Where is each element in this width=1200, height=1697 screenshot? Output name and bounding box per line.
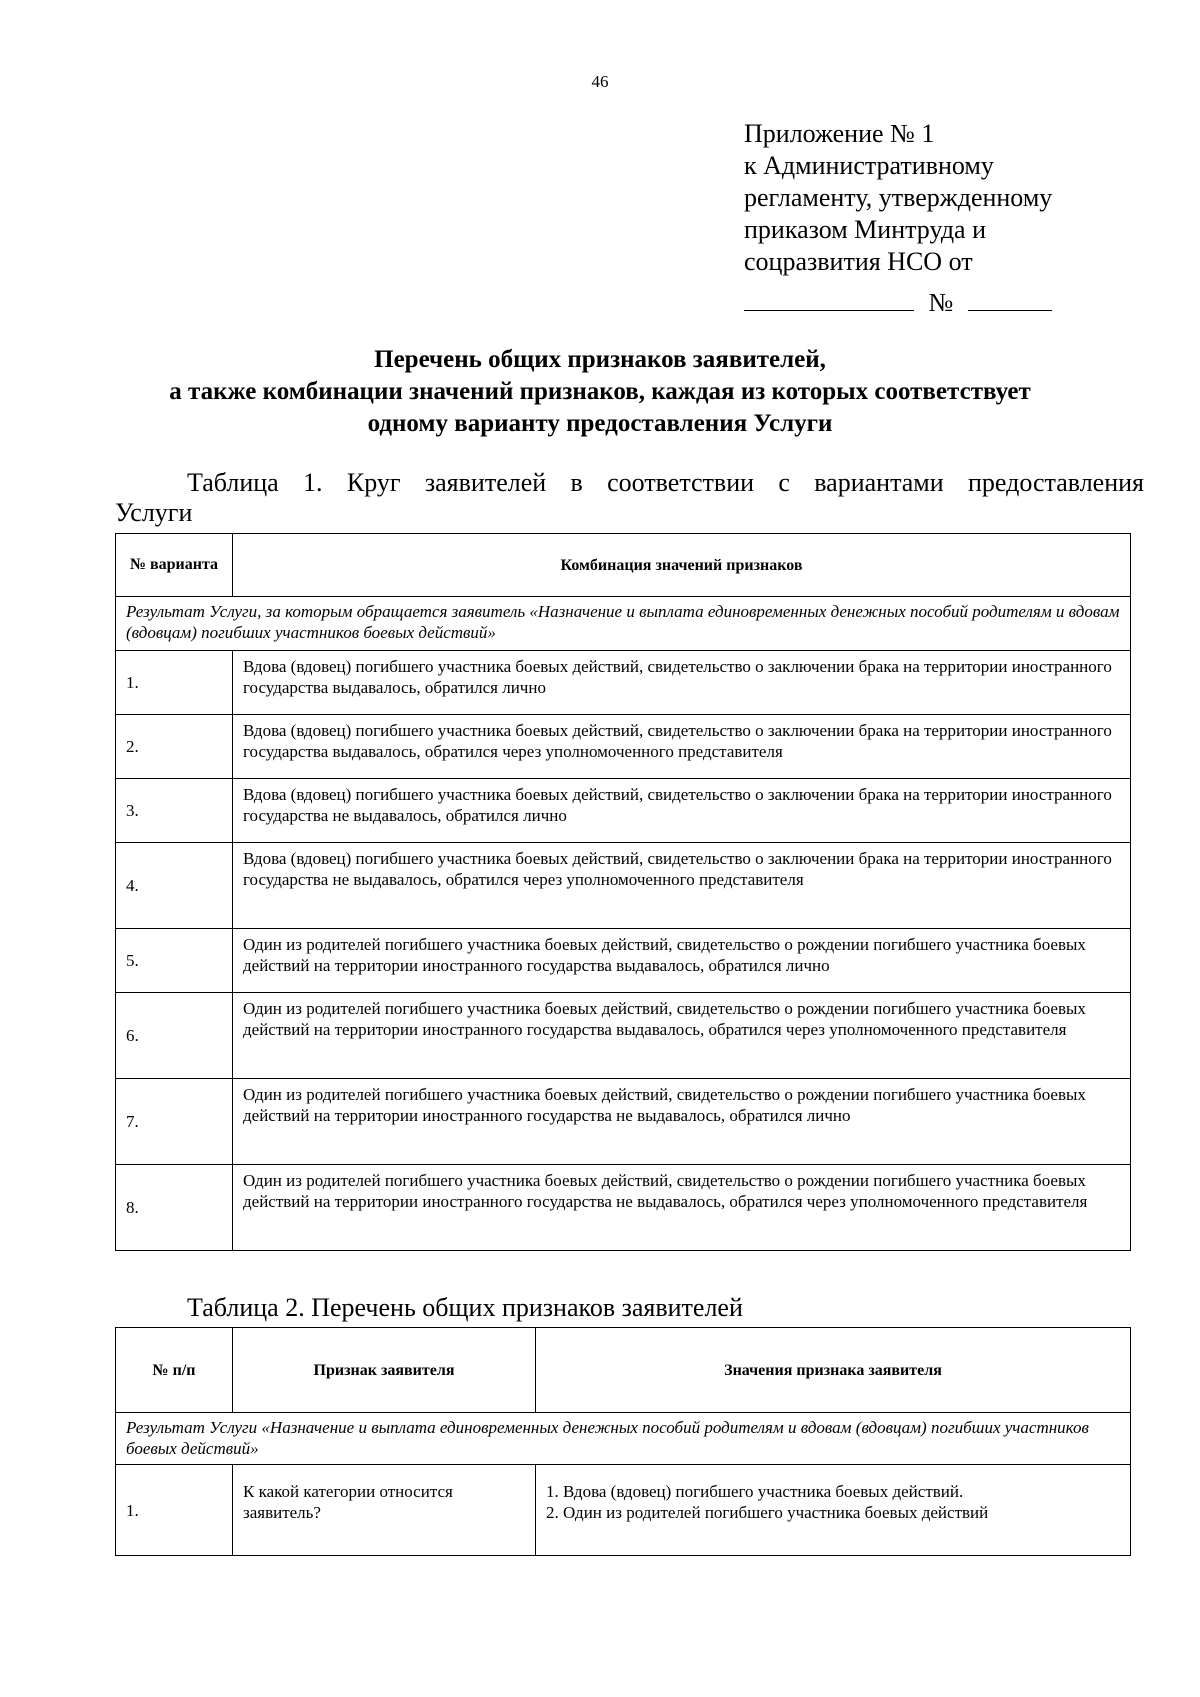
order-number-blank	[968, 284, 1052, 311]
appendix-line: соцразвития НСО от	[744, 247, 973, 276]
table-row	[116, 843, 1131, 929]
variant-combination: Один из родителей погибшего участника боевых действий, свидетельство о рождении погибшего участника боевых действий на территории иностранного государства выдавалось, обратился лично	[233, 929, 1131, 993]
variant-number: 6.	[116, 993, 233, 1079]
title-line: одному варианту предоставления Услуги	[367, 410, 833, 437]
attribute-value: 1. Вдова (вдовец) погибшего участника боевых действий.	[546, 1482, 964, 1501]
variant-number: 7.	[116, 1079, 233, 1165]
appendix-line: приказом Минтруда и	[744, 215, 987, 244]
attribute-question: К какой категории относится заявитель?	[233, 1465, 536, 1556]
variant-combination: Вдова (вдовец) погибшего участника боевых действий, свидетельство о заключении брака на территории иностранного государства выдавалось, обратился через уполномоченного представителя	[233, 715, 1131, 779]
table-row	[116, 715, 1131, 779]
table-header-row	[116, 1328, 1131, 1413]
header-variant-number: № варианта	[116, 534, 233, 597]
variant-combination: Вдова (вдовец) погибшего участника боевых действий, свидетельство о заключении брака на территории иностранного государства выдавалось, обратился лично	[233, 651, 1131, 715]
result-row	[116, 597, 1131, 651]
table-row	[116, 779, 1131, 843]
attribute-values	[536, 1465, 1131, 1556]
order-date-blank	[744, 284, 914, 311]
appendix-block	[744, 118, 1144, 319]
table-row	[116, 993, 1131, 1079]
variant-number: 1.	[116, 651, 233, 715]
table-row	[116, 929, 1131, 993]
table-header-row	[116, 534, 1131, 597]
table2-caption: Таблица 2. Перечень общих признаков заявителей	[187, 1293, 743, 1322]
table-row	[116, 651, 1131, 715]
title-line: а также комбинации значений признаков, каждая из которых соответствует	[169, 378, 1031, 405]
table1-caption-line: Услуги	[115, 498, 193, 527]
appendix-line: регламенту, утвержденному	[744, 183, 1053, 212]
header-attribute: Признак заявителя	[233, 1328, 536, 1413]
applicants-variants-table	[115, 533, 1131, 1251]
applicant-attributes-table	[115, 1327, 1131, 1556]
number-sign: №	[928, 288, 954, 317]
header-attribute-values: Значения признака заявителя	[536, 1328, 1131, 1413]
table-row	[116, 1165, 1131, 1251]
variant-combination: Один из родителей погибшего участника боевых действий, свидетельство о рождении погибшего участника боевых действий на территории иностранного государства не выдавалось, обратился лично	[233, 1079, 1131, 1165]
service-result-text: Результат Услуги, за которым обращается заявитель «Назначение и выплата единовременных денежных пособий родителям и вдовам (вдовцам) погибших участников боевых действий»	[116, 597, 1131, 651]
variant-number: 5.	[116, 929, 233, 993]
title-line: Перечень общих признаков заявителей,	[374, 346, 826, 373]
table-row	[116, 1079, 1131, 1165]
appendix-line: к Административному	[744, 151, 994, 180]
variant-number: 4.	[116, 843, 233, 929]
table-row	[116, 1465, 1131, 1556]
row-number: 1.	[116, 1465, 233, 1556]
appendix-line: Приложение № 1	[744, 119, 935, 148]
variant-combination: Один из родителей погибшего участника боевых действий, свидетельство о рождении погибшего участника боевых действий на территории иностранного государства не выдавалось, обратился через уполномоченного представителя	[233, 1165, 1131, 1251]
header-row-number: № п/п	[116, 1328, 233, 1413]
variant-number: 8.	[116, 1165, 233, 1251]
variant-combination: Один из родителей погибшего участника боевых действий, свидетельство о рождении погибшего участника боевых действий на территории иностранного государства выдавалось, обратился через уполномоченного представителя	[233, 993, 1131, 1079]
document-title	[100, 344, 1100, 440]
table1-caption-line: Таблица 1. Круг заявителей в соответствии с вариантами предоставления	[187, 468, 1144, 497]
variant-number: 3.	[116, 779, 233, 843]
page-number: 46	[591, 72, 609, 91]
service-result-text: Результат Услуги «Назначение и выплата единовременных денежных пособий родителям и вдовам (вдовцам) погибших участников боевых действий»	[116, 1413, 1131, 1465]
table1-caption	[115, 468, 1144, 528]
header-combination: Комбинация значений признаков	[233, 534, 1131, 597]
variant-number: 2.	[116, 715, 233, 779]
variant-combination: Вдова (вдовец) погибшего участника боевых действий, свидетельство о заключении брака на территории иностранного государства не выдавалось, обратился через уполномоченного представителя	[233, 843, 1131, 929]
attribute-value: 2. Один из родителей погибшего участника боевых действий	[546, 1503, 989, 1522]
variant-combination: Вдова (вдовец) погибшего участника боевых действий, свидетельство о заключении брака на территории иностранного государства не выдавалось, обратился лично	[233, 779, 1131, 843]
order-date-number-line	[744, 284, 1144, 319]
result-row	[116, 1413, 1131, 1465]
